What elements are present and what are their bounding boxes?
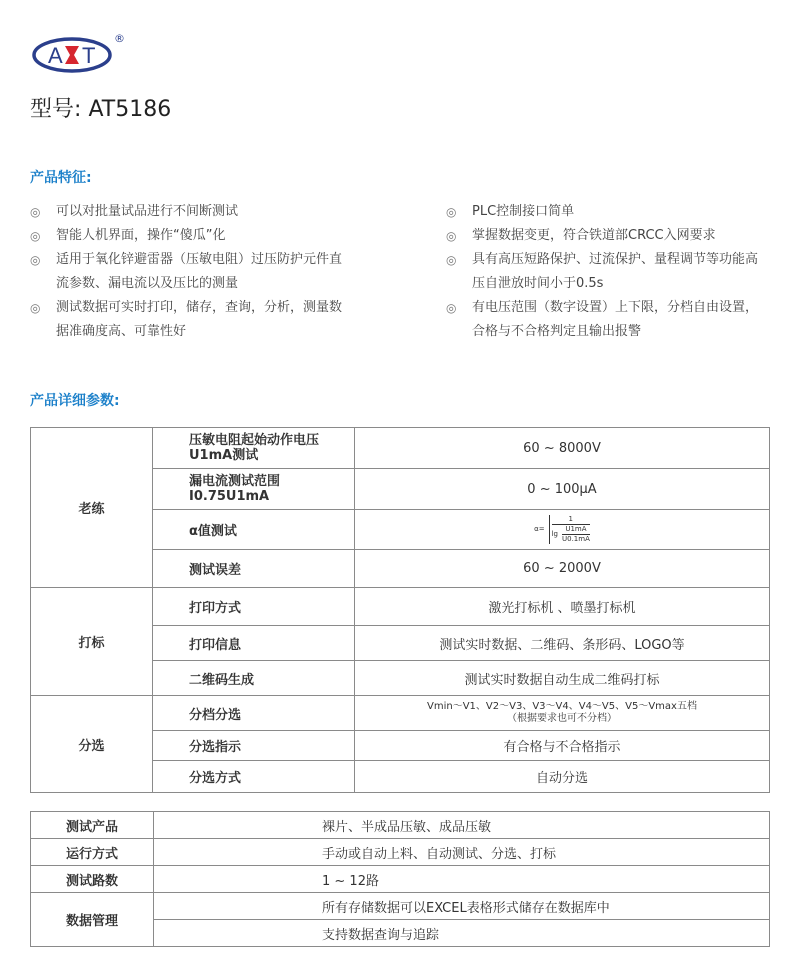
general-value: 支持数据查询与追踪 <box>154 920 770 947</box>
model-line <box>30 92 171 123</box>
table-row <box>31 696 770 731</box>
general-value: 1 ~ 12路 <box>154 866 770 893</box>
table-row <box>31 893 770 920</box>
table-row <box>31 812 770 839</box>
feature-item: ◎ 掌握数据变更，符合铁道部CRCC入网要求 <box>446 224 786 248</box>
param-label: 压敏电阻起始动作电压 U1mA测试 <box>153 428 355 469</box>
registered-mark: ® <box>114 32 125 45</box>
table-row <box>31 839 770 866</box>
bullet-icon: ◎ <box>30 229 41 243</box>
feature-item: ◎ 有电压范围（数字设置）上下限，分档自由设置， 合格与不合格判定且输出报警 <box>446 296 786 344</box>
features-title: 产品特征: <box>30 170 92 186</box>
feature-item: ◎ 智能人机界面，操作“傻瓜”化 <box>30 224 370 248</box>
param-label: 二维码生成 <box>153 661 355 696</box>
param-value: 测试实时数据自动生成二维码打标 <box>355 661 770 696</box>
feature-item: ◎ PLC控制接口简单 <box>446 200 786 224</box>
param-value: Vmin〜V1、V2〜V3、V3〜V4、V4〜V5、V5〜Vmax五档 （根据要求也可不分档） <box>355 696 770 731</box>
company-logo <box>32 36 112 74</box>
general-label: 数据管理 <box>31 893 154 947</box>
bullet-icon: ◎ <box>446 301 457 315</box>
model-label: 型号 <box>30 97 75 122</box>
feature-item: ◎ 测试数据可实时打印，储存，查询，分析，测量数 据准确度高、可靠性好 <box>30 296 370 344</box>
param-label: 分选指示 <box>153 731 355 761</box>
param-value: 自动分选 <box>355 761 770 793</box>
param-value: 激光打标机 、喷墨打标机 <box>355 588 770 626</box>
general-value: 手动或自动上料、自动测试、分选、打标 <box>154 839 770 866</box>
param-value: 测试实时数据、二维码、条形码、LOGO等 <box>355 626 770 661</box>
group-marking: 打标 <box>31 588 153 696</box>
group-aging: 老练 <box>31 428 153 588</box>
general-table <box>30 811 770 947</box>
model-value: AT5186 <box>88 97 172 122</box>
param-value: 0 ~ 100μA <box>355 469 770 510</box>
bullet-icon: ◎ <box>446 205 457 219</box>
feature-item: ◎ 可以对批量试品进行不间断测试 <box>30 200 370 224</box>
group-sorting: 分选 <box>31 696 153 793</box>
model-colon: : <box>74 97 82 122</box>
general-value: 所有存储数据可以EXCEL表格形式储存在数据库中 <box>154 893 770 920</box>
params-table <box>30 427 770 793</box>
general-label: 测试产品 <box>31 812 154 839</box>
general-label: 测试路数 <box>31 866 154 893</box>
general-value: 裸片、半成品压敏、成品压敏 <box>154 812 770 839</box>
param-label: 测试误差 <box>153 550 355 588</box>
table-row <box>31 866 770 893</box>
param-value: 有合格与不合格指示 <box>355 731 770 761</box>
param-label: 分档分选 <box>153 696 355 731</box>
features-left-list <box>30 200 370 344</box>
features-right-list <box>446 200 786 344</box>
bullet-icon: ◎ <box>30 301 41 315</box>
bullet-icon: ◎ <box>30 205 41 219</box>
param-label: α值测试 <box>153 510 355 550</box>
bullet-icon: ◎ <box>446 229 457 243</box>
param-label: 打印信息 <box>153 626 355 661</box>
param-value: 60 ~ 8000V <box>355 428 770 469</box>
table-row <box>31 588 770 626</box>
alpha-formula: α= 1 lg U1mA U0.1mA <box>355 510 770 550</box>
params-title: 产品详细参数: <box>30 393 120 409</box>
param-label: 分选方式 <box>153 761 355 793</box>
table-row <box>31 428 770 469</box>
feature-item: ◎ 具有高压短路保护、过流保护、量程调节等功能高 压自泄放时间小于0.5s <box>446 248 786 296</box>
svg-text:A: A <box>48 43 63 68</box>
svg-text:T: T <box>82 43 96 68</box>
param-value: 60 ~ 2000V <box>355 550 770 588</box>
param-label: 漏电流测试范围 I0.75U1mA <box>153 469 355 510</box>
param-label: 打印方式 <box>153 588 355 626</box>
bullet-icon: ◎ <box>30 253 41 267</box>
bullet-icon: ◎ <box>446 253 457 267</box>
feature-item: ◎ 适用于氧化锌避雷器（压敏电阻）过压防护元件直 流参数、漏电流以及压比的测量 <box>30 248 370 296</box>
general-label: 运行方式 <box>31 839 154 866</box>
